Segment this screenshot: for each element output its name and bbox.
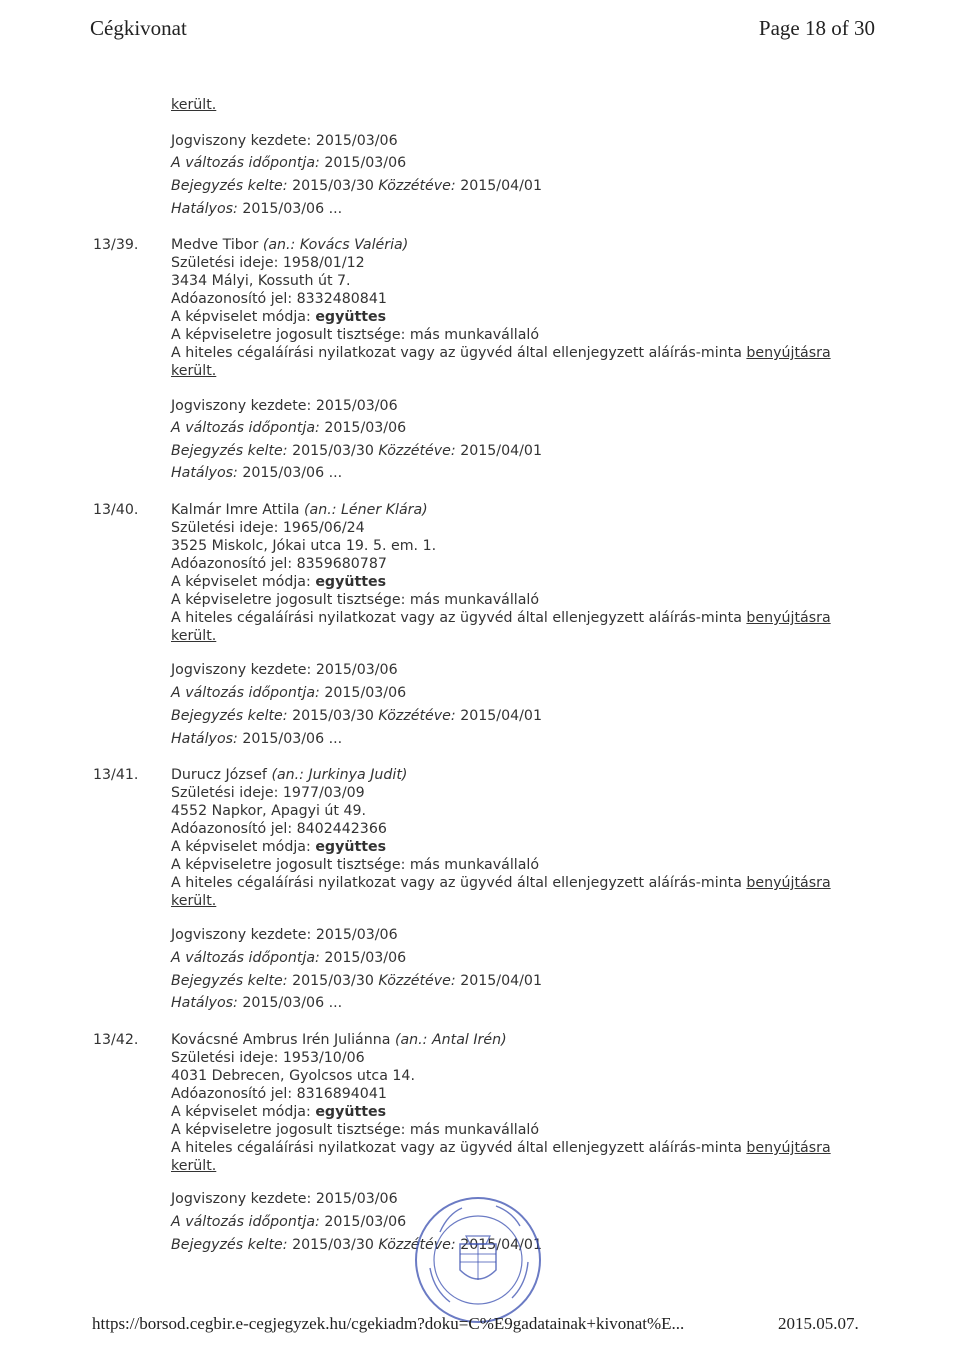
valtozas-line: A változás időpontja: 2015/03/06 (171, 685, 407, 701)
person-name-line: Kalmár Imre Attila (an.: Léner Klára) (171, 502, 428, 518)
keruly-link[interactable]: került. (171, 1158, 217, 1174)
keruly-link[interactable]: került. (171, 893, 217, 909)
signature-statement: A hiteles cégaláírási nyilatkozat vagy az ügyvéd által ellenjegyzett aláírás-minta benyújtásra (171, 345, 831, 361)
entry-number: 13/39. (93, 237, 139, 253)
representation-mode: A képviselet módja: együttes (171, 574, 387, 590)
bejegyzes-line: Bejegyzés kelte: 2015/03/30 Közzétéve: 2015/04/01 (171, 443, 542, 459)
valtozas-line: A változás időpontja: 2015/03/06 (171, 155, 407, 171)
jogviszony-line: Jogviszony kezdete: 2015/03/06 (171, 398, 398, 414)
entry-number: 13/41. (93, 767, 139, 783)
bejegyzes-line: Bejegyzés kelte: 2015/03/30 Közzétéve: 2015/04/01 (171, 178, 542, 194)
birth-date: Születési ideje: 1977/03/09 (171, 785, 365, 801)
representation-mode: A képviselet módja: együttes (171, 1104, 387, 1120)
benyujtasra-link[interactable]: benyújtásra (746, 1140, 831, 1156)
address: 4031 Debrecen, Gyolcsos utca 14. (171, 1068, 415, 1084)
hatalyos-line: Hatályos: 2015/03/06 ... (171, 201, 343, 217)
birth-date: Születési ideje: 1965/06/24 (171, 520, 365, 536)
source-url[interactable]: https://borsod.cegbir.e-cegjegyzek.hu/cgekiadm?doku=C%E9gadatainak+kivonat%E... (92, 1314, 685, 1333)
court-seal-icon (400, 1192, 550, 1332)
bejegyzes-line: Bejegyzés kelte: 2015/03/30 Közzétéve: 2015/04/01 (171, 973, 542, 989)
signature-statement: A hiteles cégaláírási nyilatkozat vagy az ügyvéd által ellenjegyzett aláírás-minta benyújtásra (171, 610, 831, 626)
keruly-link[interactable]: került. (171, 363, 217, 379)
role: A képviseletre jogosult tisztsége: más munkavállaló (171, 857, 540, 873)
address: 3525 Miskolc, Jókai utca 19. 5. em. 1. (171, 538, 437, 554)
role: A képviseletre jogosult tisztsége: más munkavállaló (171, 1122, 540, 1138)
role: A képviseletre jogosult tisztsége: más munkavállaló (171, 327, 540, 343)
keruly-link[interactable]: került. (171, 628, 217, 644)
page-number: Page 18 of 30 (758, 16, 875, 40)
representation-mode: A képviselet módja: együttes (171, 839, 387, 855)
tax-id: Adóazonosító jel: 8402442366 (171, 821, 387, 837)
entry-number: 13/40. (93, 502, 139, 518)
hatalyos-line: Hatályos: 2015/03/06 ... (171, 995, 343, 1011)
tax-id: Adóazonosító jel: 8316894041 (171, 1086, 387, 1102)
jogviszony-line: Jogviszony kezdete: 2015/03/06 (171, 133, 398, 149)
valtozas-line: A változás időpontja: 2015/03/06 (171, 950, 407, 966)
benyujtasra-link[interactable]: benyújtásra (746, 610, 831, 626)
bejegyzes-line: Bejegyzés kelte: 2015/03/30 Közzétéve: 2015/04/01 (171, 708, 542, 724)
tax-id: Adóazonosító jel: 8332480841 (171, 291, 387, 307)
document-title: Cégkivonat (90, 16, 187, 40)
person-name-line: Durucz József (an.: Jurkinya Judit) (171, 767, 408, 783)
jogviszony-line: Jogviszony kezdete: 2015/03/06 (171, 1191, 398, 1207)
birth-date: Születési ideje: 1958/01/12 (171, 255, 365, 271)
jogviszony-line: Jogviszony kezdete: 2015/03/06 (171, 927, 398, 943)
benyujtasra-link[interactable]: benyújtásra (746, 875, 831, 891)
signature-statement: A hiteles cégaláírási nyilatkozat vagy az ügyvéd által ellenjegyzett aláírás-minta benyújtásra (171, 875, 831, 891)
address: 4552 Napkor, Apagyi út 49. (171, 803, 367, 819)
hatalyos-line: Hatályos: 2015/03/06 ... (171, 465, 343, 481)
tax-id: Adóazonosító jel: 8359680787 (171, 556, 387, 572)
signature-statement: A hiteles cégaláírási nyilatkozat vagy az ügyvéd által ellenjegyzett aláírás-minta benyújtásra (171, 1140, 831, 1156)
valtozas-line: A változás időpontja: 2015/03/06 (171, 420, 407, 436)
valtozas-line: A változás időpontja: 2015/03/06 (171, 1214, 407, 1230)
address: 3434 Mályi, Kossuth út 7. (171, 273, 351, 289)
birth-date: Születési ideje: 1953/10/06 (171, 1050, 365, 1066)
keruly-link[interactable]: került. (171, 97, 217, 113)
person-name-line: Medve Tibor (an.: Kovács Valéria) (171, 237, 409, 253)
benyujtasra-link[interactable]: benyújtásra (746, 345, 831, 361)
print-date: 2015.05.07. (778, 1314, 859, 1333)
entry-number: 13/42. (93, 1032, 139, 1048)
hatalyos-line: Hatályos: 2015/03/06 ... (171, 731, 343, 747)
representation-mode: A képviselet módja: együttes (171, 309, 387, 325)
jogviszony-line: Jogviszony kezdete: 2015/03/06 (171, 662, 398, 678)
bejegyzes-line: Bejegyzés kelte: 2015/03/30 Közzétéve: 2015/04/01 (171, 1237, 542, 1253)
person-name-line: Kovácsné Ambrus Irén Juliánna (an.: Antal Irén) (171, 1032, 507, 1048)
role: A képviseletre jogosult tisztsége: más munkavállaló (171, 592, 540, 608)
